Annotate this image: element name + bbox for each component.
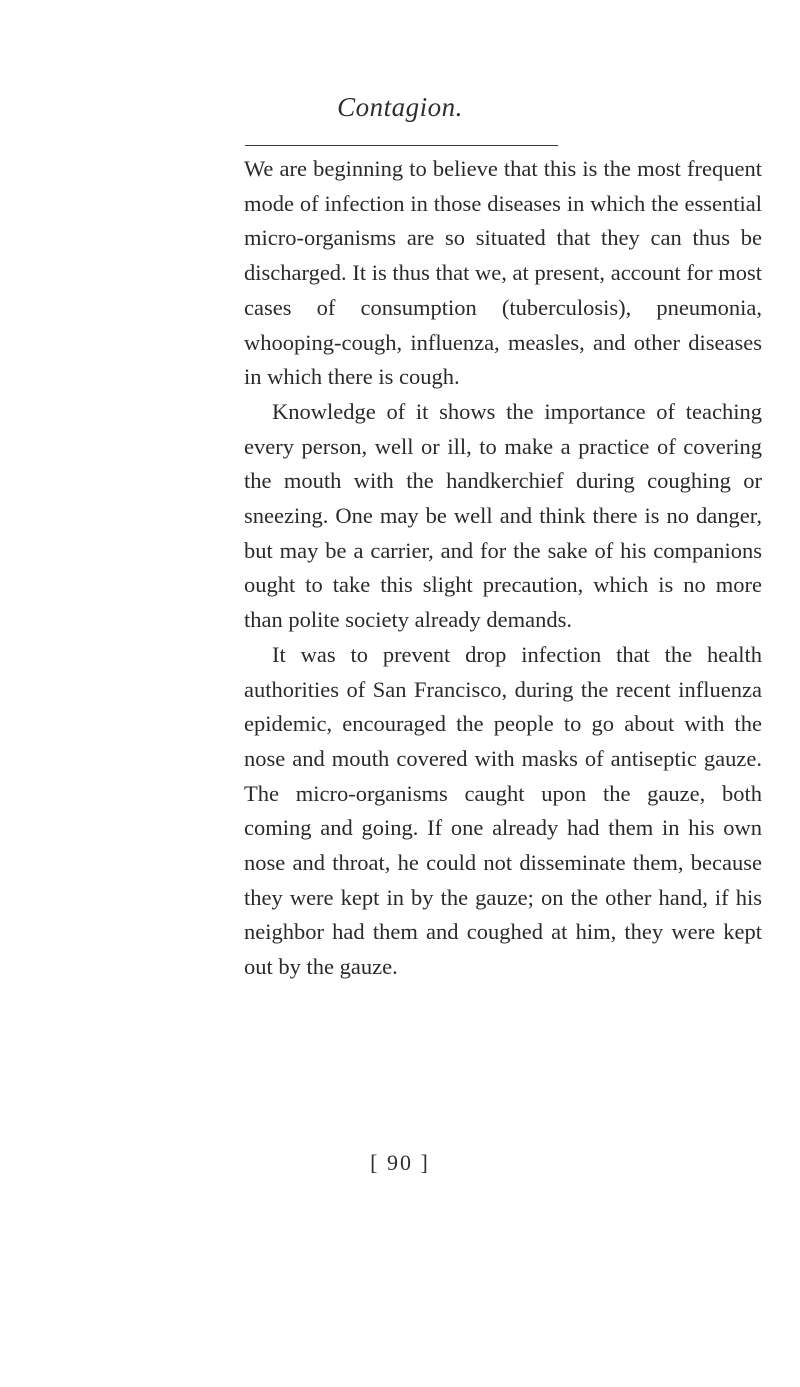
paragraph-1: We are beginning to believe that this is the most frequent mode of infection in those diseases in which the essential micro-organisms are so situated that they can thus be discharged. It is thus that we, at present, account for most cases of consumption (tuberculosis), pneumonia, whooping-cough, influenza, measles, and other diseases in which there is cough. [244, 156, 762, 390]
paragraph-2: Knowledge of it shows the importance of teaching every person, well or ill, to make a practice of covering the mouth with the handkerchief during coughing or sneezing. One may be well and think there is no danger, but may be a carrier, and for the sake of his companions ought to take this slight precaution, which is no more than polite society already demands. [244, 398, 762, 633]
header-rule [245, 145, 558, 146]
running-head: Contagion. [337, 92, 463, 122]
page-number: [ 90 ] [370, 1150, 430, 1175]
body-text [244, 152, 762, 985]
paragraph-3: It was to prevent drop infection that the health authorities of San Francisco, during the recent influenza epidemic, encouraged the people to go about with the nose and mouth covered with masks of antiseptic gauze. The micro-organisms caught upon the gauze, both coming and going. If one already had them in his own nose and throat, he could not disseminate them, because they were kept in by the gauze; on the other hand, if his neighbor had them and coughed at him, they were kept out by the gauze. [244, 641, 762, 980]
